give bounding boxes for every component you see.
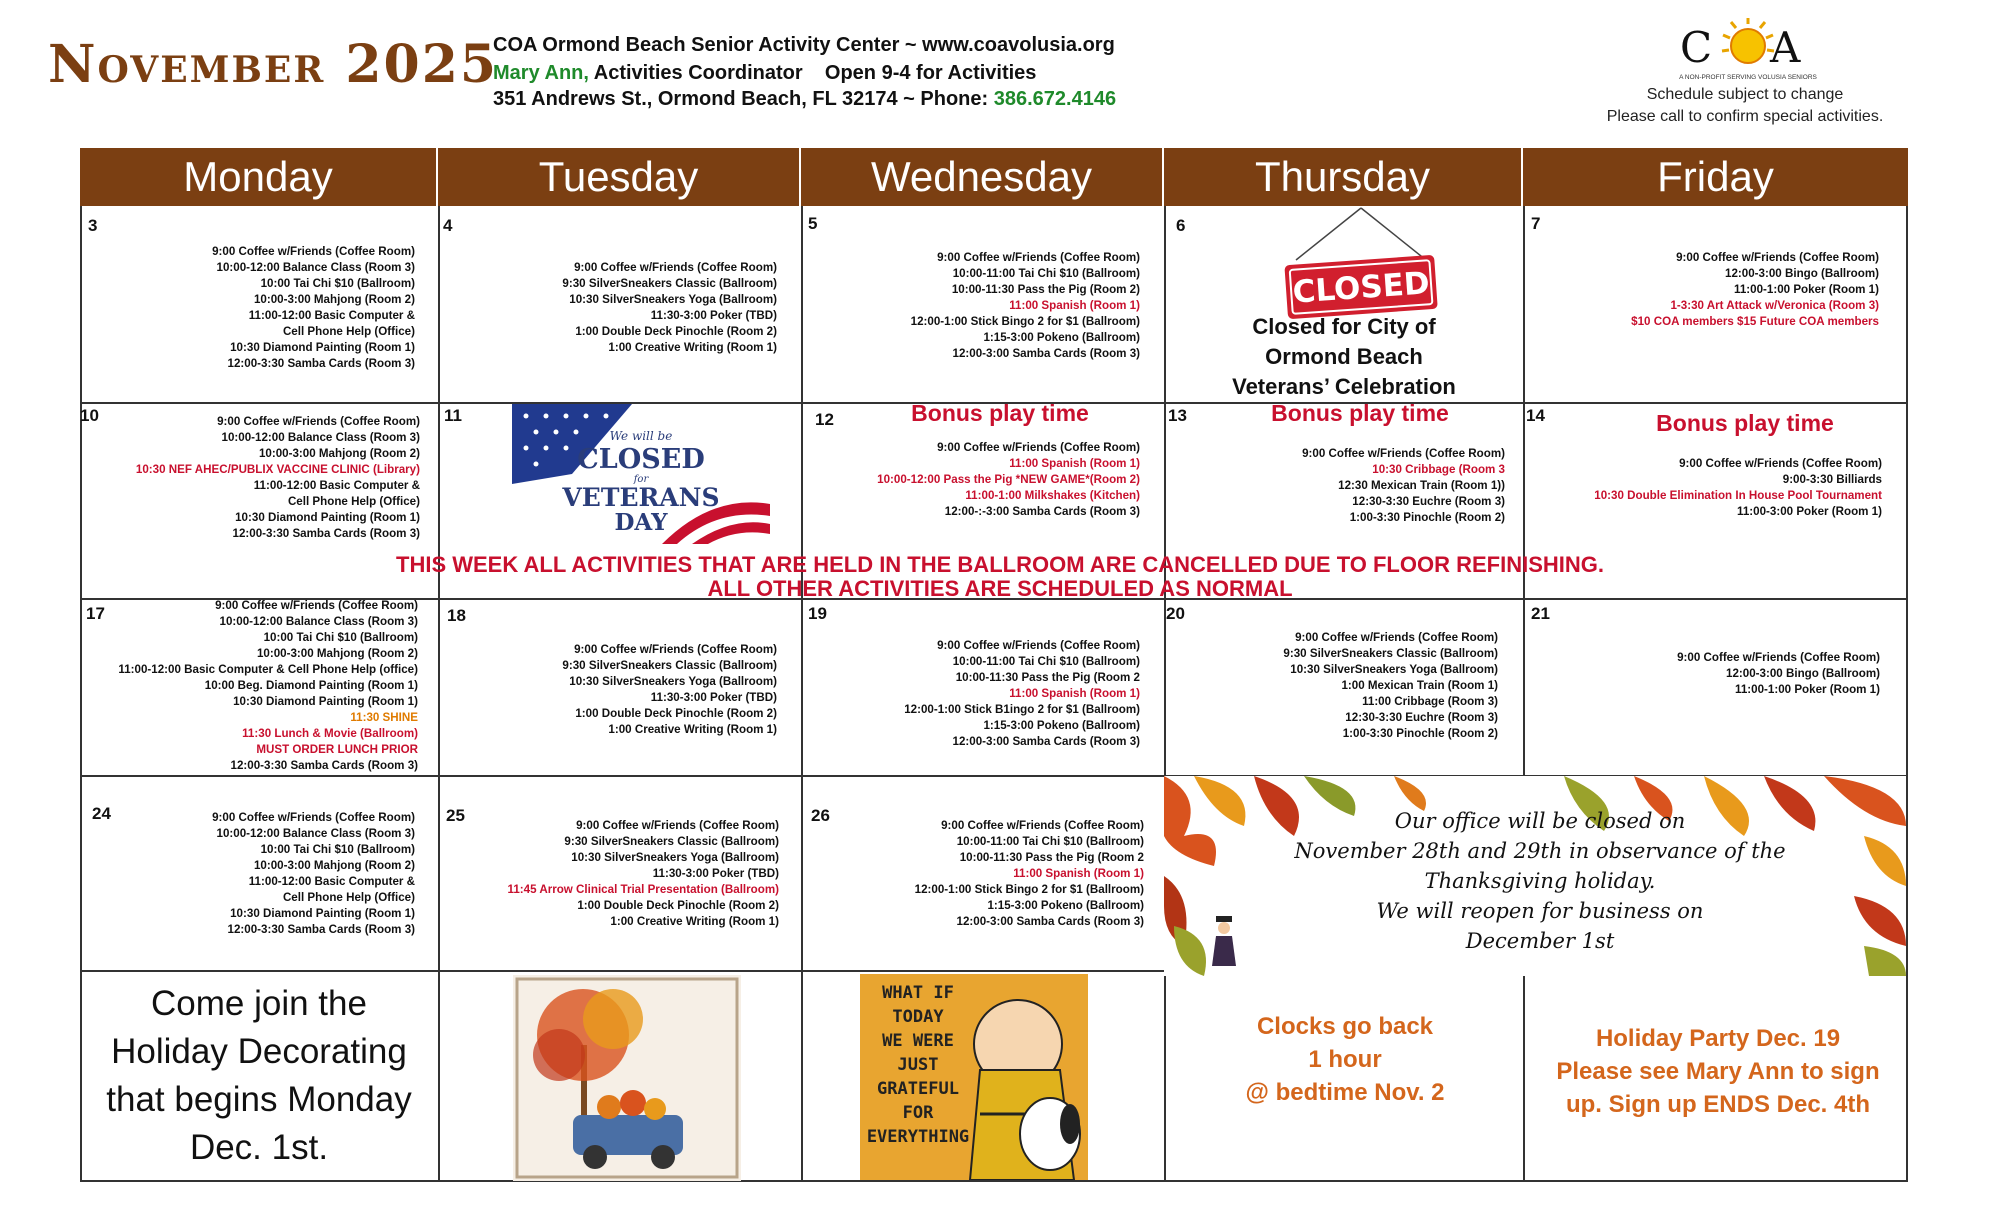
- activity-item: 12:30-3:30 Euchre (Room 3): [1345, 711, 1498, 724]
- activity-item: 10:00-11:00 Tai Chi $10 (Ballroom): [952, 267, 1140, 280]
- activity-item: 12:00-3:30 Samba Cards (Room 3): [230, 759, 418, 772]
- activity-item: 11:00-3:00 Poker (Room 1): [1737, 505, 1882, 518]
- day-number: 12: [815, 410, 834, 429]
- activity-list: [118, 598, 418, 774]
- activity-item: 10:00-12:00 Balance Class (Room 3): [221, 431, 420, 444]
- holiday-decorating-note: Come join the Holiday Decorating that begins Monday Dec. 1st.: [106, 984, 412, 1167]
- weekday-wednesday: Wednesday: [801, 148, 1164, 206]
- activity-item: 10:30 Diamond Painting (Room 1): [235, 511, 420, 524]
- bonus-play-label: Bonus play time: [911, 400, 1089, 426]
- weekday-friday: Friday: [1657, 153, 1774, 200]
- holiday-party-note: Holiday Party Dec. 19 Please see Mary Ann to sign up. Sign up ENDS Dec. 4th: [1556, 1025, 1880, 1118]
- activity-list: [877, 440, 1140, 520]
- activity-item: 12:30-3:30 Euchre (Room 3): [1352, 495, 1505, 508]
- activity-item: 11:30 Lunch & Movie (Ballroom): [242, 727, 418, 740]
- day-number: 6: [1176, 216, 1186, 235]
- activity-item: 9:00 Coffee w/Friends (Coffee Room): [937, 251, 1140, 264]
- activity-list: [1283, 630, 1498, 742]
- weekday-monday: Monday: [80, 148, 438, 206]
- activity-item: 9:30 SilverSneakers Classic (Ballroom): [1283, 647, 1498, 660]
- activity-list: [911, 250, 1140, 362]
- activity-item: 1:00 Double Deck Pinochle (Room 2): [575, 707, 777, 720]
- activity-item: 9:00-3:30 Billiards: [1782, 473, 1882, 486]
- activity-item: 9:00 Coffee w/Friends (Coffee Room): [574, 261, 777, 274]
- activity-item: 12:30 Mexican Train (Room 1)): [1338, 479, 1505, 492]
- activity-item: Cell Phone Help (Office): [282, 891, 415, 904]
- activity-item: 9:00 Coffee w/Friends (Coffee Room): [217, 415, 420, 428]
- activity-list: [212, 244, 415, 372]
- activity-item: 10:00 Tai Chi $10 (Ballroom): [260, 843, 415, 856]
- day-number: 10: [80, 406, 99, 425]
- activity-list: [562, 260, 777, 356]
- activity-item: 10:00-12:00 Balance Class (Room 3): [219, 615, 418, 628]
- activity-item: 10:00-11:00 Tai Chi $10 (Ballroom): [952, 655, 1140, 668]
- activity-item: 11:00-12:00 Basic Computer &: [248, 875, 415, 888]
- activity-item: 12:00-3:30 Samba Cards (Room 3): [232, 527, 420, 540]
- activity-item: 11:00 Cribbage (Room 3): [1362, 695, 1498, 708]
- activity-item: 1:15-3:00 Pokeno (Ballroom): [983, 719, 1140, 732]
- activity-item: 9:00 Coffee w/Friends (Coffee Room): [576, 819, 779, 832]
- month-title: November 2025: [48, 34, 499, 95]
- svg-text:for: for: [633, 474, 649, 485]
- activity-item: Cell Phone Help (Office): [287, 495, 420, 508]
- svg-text:JUST: JUST: [897, 1055, 939, 1075]
- svg-text:WHAT IF: WHAT IF: [882, 983, 954, 1003]
- activity-item: 12:00-1:00 Stick B1ingo 2 for $1 (Ballroom): [904, 703, 1140, 716]
- activity-item: 10:30 Diamond Painting (Room 1): [230, 341, 415, 354]
- activity-item: 11:00-1:00 Poker (Room 1): [1734, 283, 1879, 296]
- activity-item: $10 COA members $15 Future COA members: [1631, 315, 1879, 328]
- activity-item: 9:30 SilverSneakers Classic (Ballroom): [564, 835, 779, 848]
- svg-text:CLOSED: CLOSED: [1291, 265, 1431, 311]
- activity-item: 11:00-1:00 Poker (Room 1): [1735, 683, 1880, 696]
- activity-list: [1631, 250, 1879, 330]
- day-number: 17: [86, 604, 105, 623]
- activity-item: 11:30-3:00 Poker (TBD): [652, 867, 779, 880]
- svg-text:DAY: DAY: [614, 509, 668, 536]
- day-number: 11: [444, 406, 462, 425]
- day-number: 19: [808, 604, 827, 623]
- activity-item: 10:30 Diamond Painting (Room 1): [233, 695, 418, 708]
- activity-item: 11:00 Spanish (Room 1): [1009, 299, 1140, 312]
- ballroom-cancel-banner: THIS WEEK ALL ACTIVITIES THAT ARE HELD IN THE BALLROOM ARE CANCELLED DUE TO FLOOR REFINISHING.: [396, 552, 1604, 577]
- activity-item: 12:00-3:00 Bingo (Ballroom): [1725, 267, 1879, 280]
- activity-item: 10:30 Cribbage (Room 3: [1372, 463, 1505, 476]
- center-info-line: COA Ormond Beach Senior Activity Center ~ www.coavolusia.org: [493, 34, 1115, 56]
- day-number: 21: [1531, 604, 1550, 623]
- activity-item: 10:00-3:00 Mahjong (Room 2): [253, 293, 415, 306]
- day-number: 14: [1526, 406, 1545, 425]
- svg-text:GRATEFUL: GRATEFUL: [877, 1079, 959, 1099]
- activity-item: 9:00 Coffee w/Friends (Coffee Room): [212, 245, 415, 258]
- day-number: 4: [443, 216, 453, 235]
- activity-item: 10:30 Diamond Painting (Room 1): [230, 907, 415, 920]
- activity-item: 9:30 SilverSneakers Classic (Ballroom): [562, 277, 777, 290]
- activity-item: 1:00 Mexican Train (Room 1): [1341, 679, 1498, 692]
- activity-list: [1302, 446, 1505, 526]
- clocks-back-note: Clocks go back 1 hour @ bedtime Nov. 2: [1245, 1013, 1445, 1106]
- activity-list: [1594, 456, 1882, 520]
- activity-item: 10:00 Tai Chi $10 (Ballroom): [263, 631, 418, 644]
- office-closed-notice: Our office will be closed on November 28th and 29th in observance of the Thanksgiving holiday. We will reopen for business on December 1st: [1294, 809, 1786, 953]
- activity-item: 10:30 SilverSneakers Yoga (Ballroom): [569, 675, 777, 688]
- svg-text:VETERANS: VETERANS: [562, 483, 720, 512]
- activity-list: [212, 810, 415, 938]
- logo-letter-c: C: [1680, 23, 1713, 72]
- activity-item: 9:00 Coffee w/Friends (Coffee Room): [574, 643, 777, 656]
- activity-item: 12:00-1:00 Stick Bingo 2 for $1 (Ballroom): [910, 315, 1140, 328]
- autumn-truck-image: [513, 975, 741, 1181]
- activity-item: 1:00 Creative Writing (Room 1): [610, 915, 779, 928]
- activity-item: Cell Phone Help (Office): [282, 325, 415, 338]
- activity-item: 10:00-11:00 Tai Chi $10 (Ballroom): [956, 835, 1144, 848]
- activity-item: 1:15-3:00 Pokeno (Ballroom): [983, 331, 1140, 344]
- activity-item: 11:00-12:00 Basic Computer &: [248, 309, 415, 322]
- activity-item: 10:00-12:00 Balance Class (Room 3): [216, 827, 415, 840]
- activity-item: 1-3:30 Art Attack w/Veronica (Room 3): [1670, 299, 1879, 312]
- activity-item: 10:00-11:30 Pass the Pig (Room 2: [959, 851, 1144, 864]
- activity-item: 11:00-12:00 Basic Computer &: [253, 479, 420, 492]
- activity-item: 11:30-3:00 Poker (TBD): [650, 691, 777, 704]
- activity-item: 10:30 Double Elimination In House Pool Tournament: [1594, 489, 1882, 502]
- veterans-day-flag-image: [512, 404, 770, 544]
- day-number: 20: [1166, 604, 1185, 623]
- svg-text:We will be: We will be: [609, 429, 673, 443]
- activity-item: 10:30 SilverSneakers Yoga (Ballroom): [569, 293, 777, 306]
- activity-item: 10:00-12:00 Pass the Pig *NEW GAME*(Room 2): [877, 473, 1140, 486]
- activity-item: 9:00 Coffee w/Friends (Coffee Room): [215, 599, 418, 612]
- activity-item: 9:00 Coffee w/Friends (Coffee Room): [1676, 251, 1879, 264]
- activity-item: 11:00-12:00 Basic Computer & Cell Phone Help (office): [118, 663, 418, 676]
- day-number: 7: [1531, 214, 1541, 233]
- activity-item: 12:00-3:30 Samba Cards (Room 3): [227, 923, 415, 936]
- activity-item: 1:15-3:00 Pokeno (Ballroom): [987, 899, 1144, 912]
- activity-item: 10:00-3:00 Mahjong (Room 2): [258, 447, 420, 460]
- activity-item: 11:30-3:00 Poker (TBD): [650, 309, 777, 322]
- activity-item: 1:00-3:30 Pinochle (Room 2): [1342, 727, 1498, 740]
- coordinator-name: Mary Ann,: [493, 62, 589, 84]
- day-number: 5: [808, 214, 818, 233]
- activity-list: [508, 818, 779, 930]
- activity-item: 1:00 Double Deck Pinochle (Room 2): [577, 899, 779, 912]
- activity-list: [136, 414, 420, 542]
- activity-item: 9:30 SilverSneakers Classic (Ballroom): [562, 659, 777, 672]
- activity-item: 10:00-12:00 Balance Class (Room 3): [216, 261, 415, 274]
- activity-item: 11:30 SHINE: [350, 711, 418, 724]
- activity-item: 1:00-3:30 Pinochle (Room 2): [1349, 511, 1505, 524]
- activity-item: 12:00-:-3:00 Samba Cards (Room 3): [944, 505, 1140, 518]
- bonus-play-label: Bonus play time: [1656, 410, 1834, 436]
- activity-item: 10:00-11:30 Pass the Pig (Room 2: [955, 671, 1140, 684]
- activity-item: 10:00 Tai Chi $10 (Ballroom): [260, 277, 415, 290]
- activity-item: 10:00-3:00 Mahjong (Room 2): [253, 859, 415, 872]
- svg-text:EVERYTHING: EVERYTHING: [866, 1127, 970, 1147]
- activities-normal-banner: ALL OTHER ACTIVITIES ARE SCHEDULED AS NORMAL: [707, 576, 1293, 601]
- activity-item: 10:00-3:00 Mahjong (Room 2): [256, 647, 418, 660]
- activity-item: 9:00 Coffee w/Friends (Coffee Room): [1295, 631, 1498, 644]
- svg-text:A: A: [1770, 23, 1801, 72]
- coordinator-hours: Activities Coordinator Open 9-4 for Activities: [588, 62, 1037, 84]
- activity-item: 9:00 Coffee w/Friends (Coffee Room): [941, 819, 1144, 832]
- day-number: 26: [811, 806, 830, 825]
- activity-list: [915, 818, 1144, 930]
- activity-item: 10:30 SilverSneakers Yoga (Ballroom): [571, 851, 779, 864]
- activity-item: 10:00-11:30 Pass the Pig (Room 2): [951, 283, 1140, 296]
- activity-item: 11:00 Spanish (Room 1): [1009, 687, 1140, 700]
- activity-item: 11:00 Spanish (Room 1): [1009, 457, 1140, 470]
- svg-text:TODAY: TODAY: [892, 1007, 944, 1027]
- sun-icon: [1722, 18, 1774, 63]
- svg-text:FOR: FOR: [902, 1103, 934, 1123]
- activity-item: 10:30 NEF AHEC/PUBLIX VACCINE CLINIC (Library): [135, 463, 420, 476]
- activity-item: 12:00-3:00 Bingo (Ballroom): [1726, 667, 1880, 680]
- day-number: 25: [446, 806, 465, 825]
- activity-item: 12:00-3:30 Samba Cards (Room 3): [227, 357, 415, 370]
- activity-item: 10:30 SilverSneakers Yoga (Ballroom): [1290, 663, 1498, 676]
- activity-list: [562, 642, 777, 738]
- closed-sign-icon: [1282, 204, 1440, 322]
- weekday-thursday: Thursday: [1164, 148, 1523, 206]
- activity-item: MUST ORDER LUNCH PRIOR: [256, 743, 418, 756]
- activity-item: 1:00 Creative Writing (Room 1): [608, 723, 777, 736]
- activity-item: 12:00-3:00 Samba Cards (Room 3): [956, 915, 1144, 928]
- confirm-note: Please call to confirm special activities.: [1606, 108, 1884, 125]
- day-number: 24: [92, 804, 111, 823]
- day-number: 3: [88, 216, 98, 235]
- day-number: 13: [1168, 406, 1187, 425]
- logo-tagline: A NON-PROFIT SERVING VOLUSIA SENIORS: [1679, 74, 1817, 81]
- activity-item: 11:00-1:00 Milkshakes (Kitchen): [965, 489, 1140, 502]
- activity-item: 9:00 Coffee w/Friends (Coffee Room): [212, 811, 415, 824]
- coordinator-line: [493, 62, 1036, 85]
- activity-item: 9:00 Coffee w/Friends (Coffee Room): [937, 441, 1140, 454]
- activity-item: 12:00-1:00 Stick Bingo 2 for $1 (Ballroom): [914, 883, 1144, 896]
- activity-list: [1677, 650, 1880, 698]
- activity-item: 11:45 Arrow Clinical Trial Presentation (Ballroom): [507, 883, 779, 896]
- activity-item: 1:00 Creative Writing (Room 1): [608, 341, 777, 354]
- weekday-header: [80, 148, 1908, 206]
- grateful-snoopy-image: [860, 974, 1088, 1180]
- day-number: 18: [447, 606, 466, 625]
- address-line: [493, 88, 1116, 111]
- activity-item: 11:00 Spanish (Room 1): [1013, 867, 1144, 880]
- activity-item: 9:00 Coffee w/Friends (Coffee Room): [1677, 651, 1880, 664]
- weekday-tuesday: Tuesday: [438, 148, 801, 206]
- activity-item: 12:00-3:00 Samba Cards (Room 3): [952, 735, 1140, 748]
- bonus-play-label: Bonus play time: [1271, 400, 1449, 426]
- activity-item: 9:00 Coffee w/Friends (Coffee Room): [937, 639, 1140, 652]
- activity-item: 9:00 Coffee w/Friends (Coffee Room): [1302, 447, 1505, 460]
- activity-item: 10:00 Beg. Diamond Painting (Room 1): [204, 679, 418, 692]
- closed-message: Closed for City of Ormond Beach Veterans’ Celebration: [1232, 314, 1456, 399]
- address-text: 351 Andrews St., Ormond Beach, FL 32174 ~ Phone:: [493, 88, 994, 110]
- activity-item: 1:00 Double Deck Pinochle (Room 2): [575, 325, 777, 338]
- phone-number: 386.672.4146: [993, 88, 1117, 110]
- activity-list: [904, 638, 1140, 750]
- svg-text:CLOSED: CLOSED: [577, 444, 705, 475]
- activity-item: 12:00-3:00 Samba Cards (Room 3): [952, 347, 1140, 360]
- activity-item: 9:00 Coffee w/Friends (Coffee Room): [1679, 457, 1882, 470]
- svg-text:WE WERE: WE WERE: [882, 1031, 954, 1051]
- schedule-note: Schedule subject to change: [1646, 86, 1844, 103]
